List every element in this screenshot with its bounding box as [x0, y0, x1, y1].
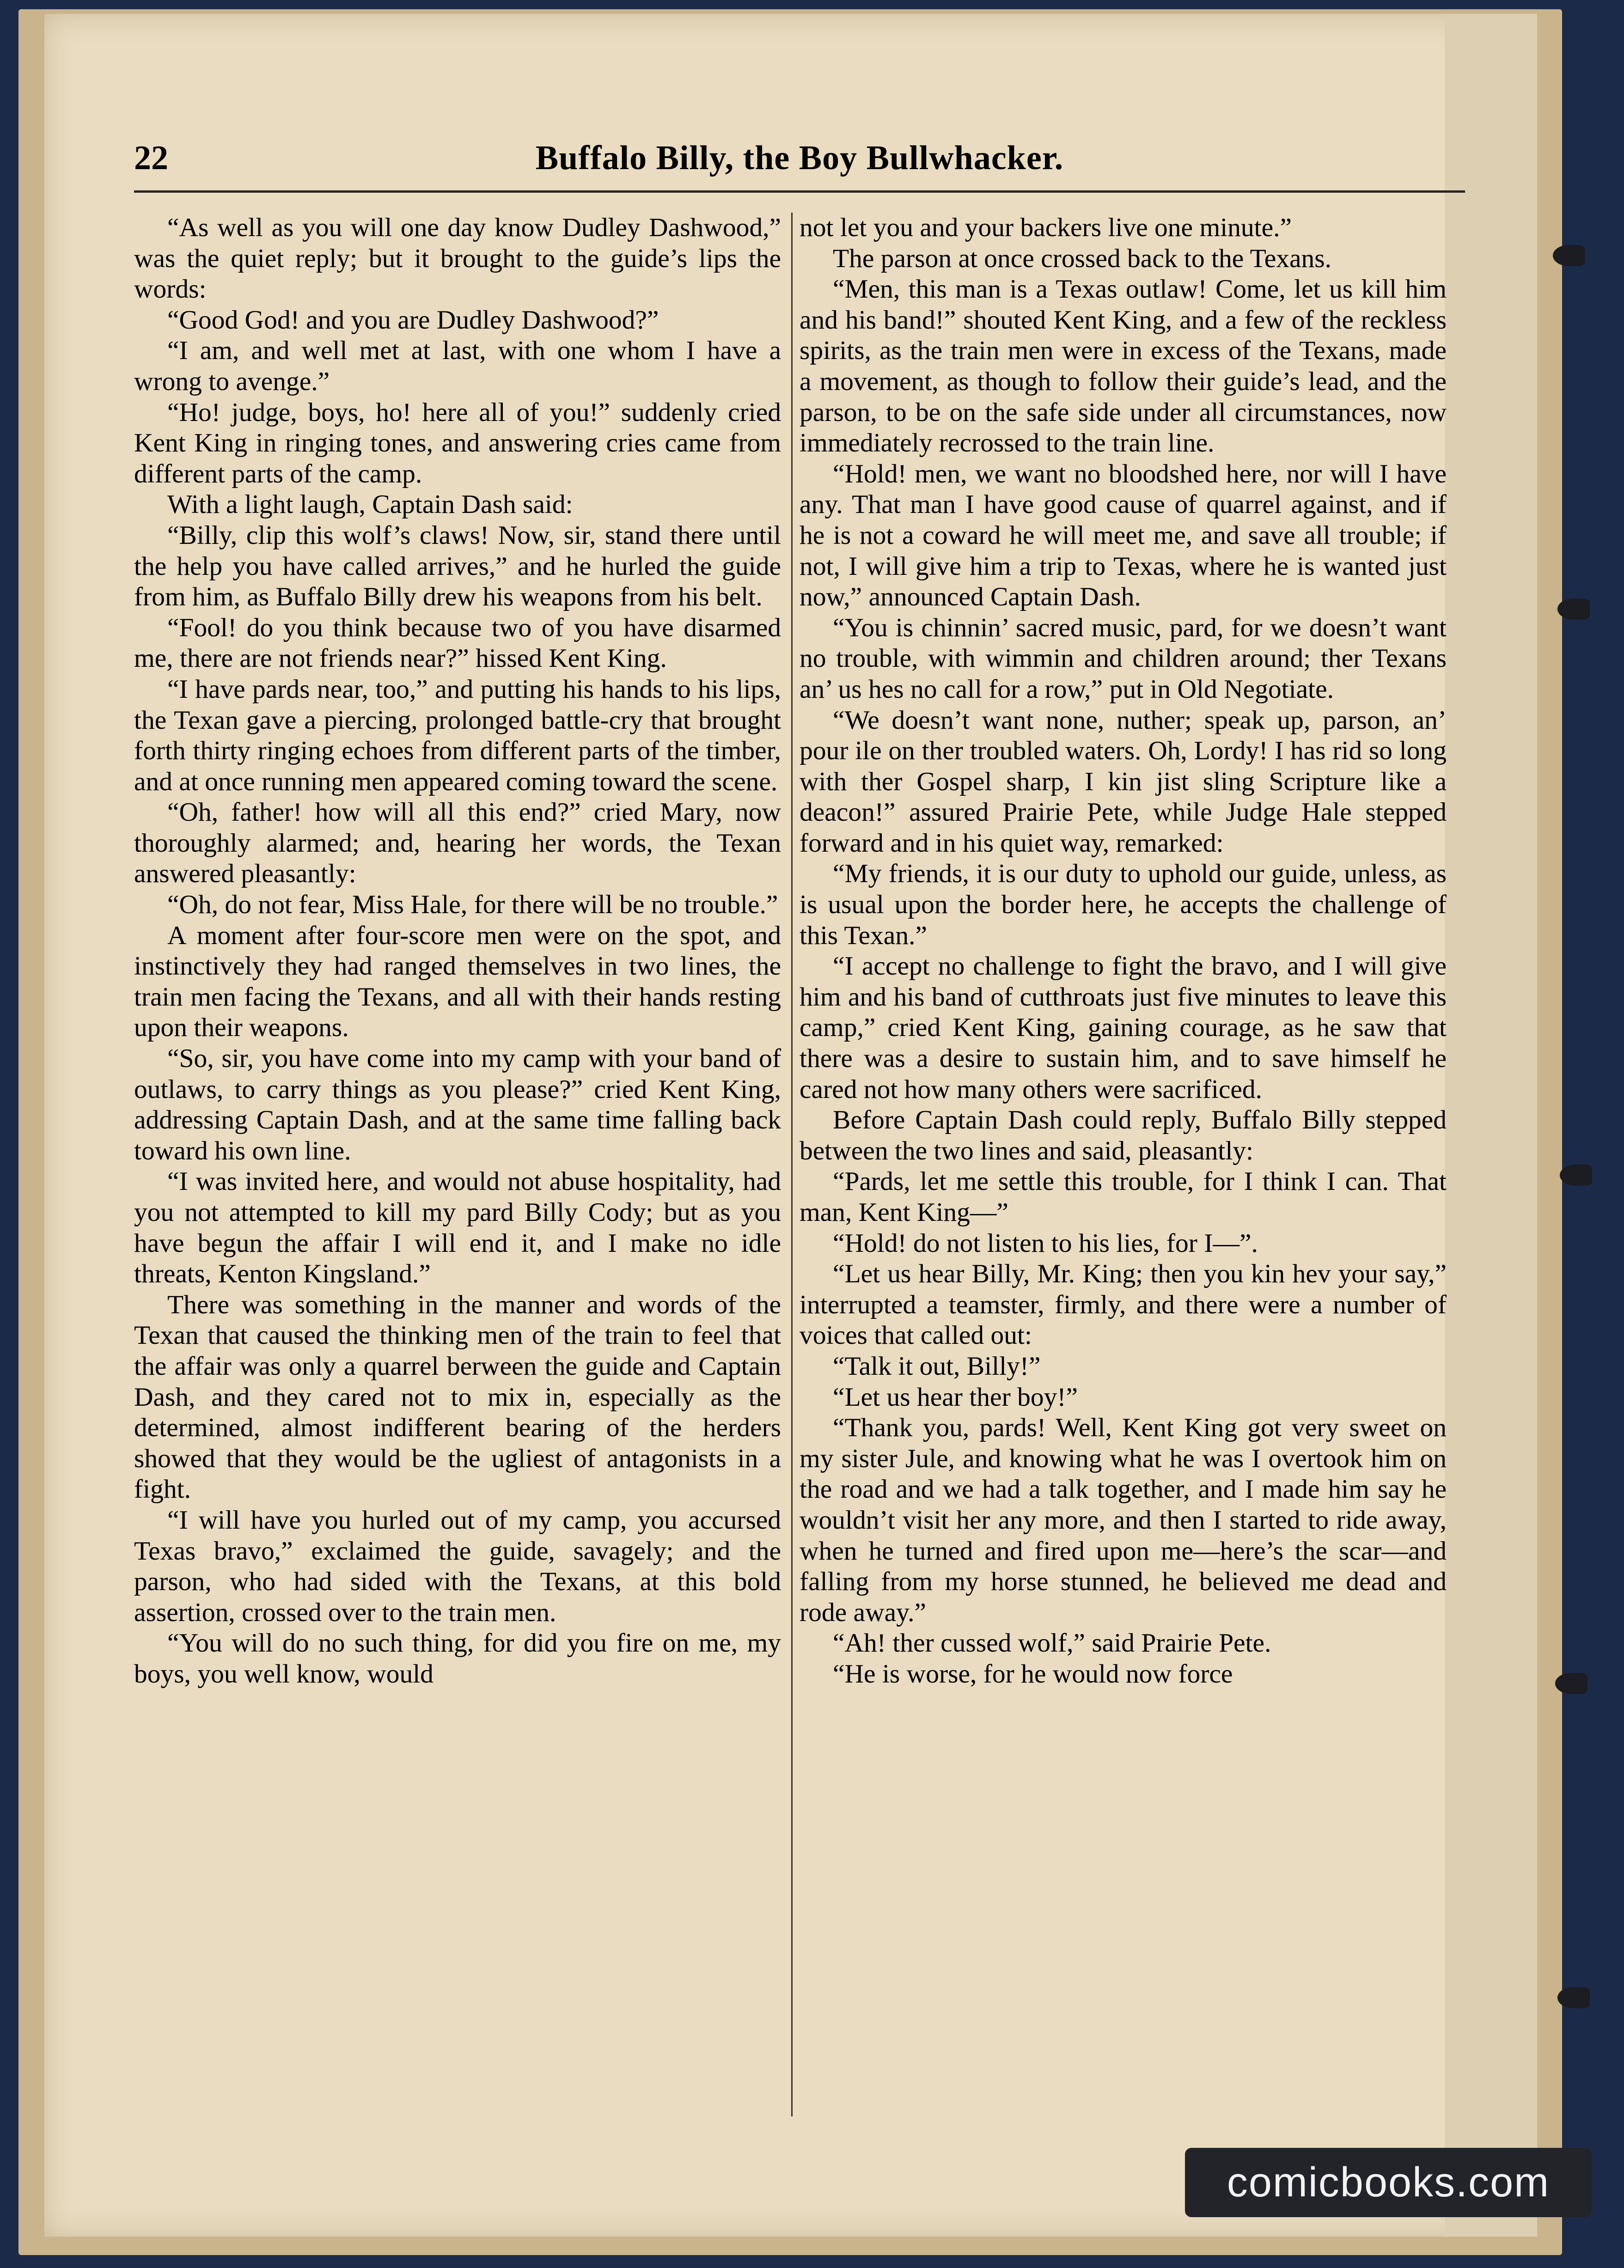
- binding-hole: [1557, 1987, 1590, 2008]
- paragraph: “My friends, it is our duty to uphold our guide, unless, as is usual upon the border here, he accepts the challenge of this Texan.”: [800, 859, 1447, 950]
- paragraph: “As well as you will one day know Dudley Dashwood,” was the quiet reply; but it brought to the guide’s lips the words:: [134, 213, 781, 304]
- paragraph: “Fool! do you think because two of you have disarmed me, there are not friends near?” hissed Kent King.: [134, 613, 781, 673]
- paragraph: “Ah! ther cussed wolf,” said Prairie Pete.: [833, 1628, 1271, 1658]
- paragraph: “He is worse, for he would now force: [833, 1659, 1233, 1689]
- paragraph: There was something in the manner and words of the Texan that caused the thinking men of the train to feel that the affair was only a quarrel berween the guide and Captain Dash, and they cared not to mix in, especially as the determined, almost indifferent bearing of the herders showed that they would be the ugliest of antagonists in a fight.: [134, 1290, 781, 1504]
- paragraph: The parson at once crossed back to the Texans.: [833, 244, 1332, 273]
- paragraph: “Pards, let me settle this trouble, for I think I can. That man, Kent King—”: [800, 1167, 1447, 1227]
- paragraph: “I will have you hurled out of my camp, you accursed Texas bravo,” exclaimed the guide, savagely; and the parson, who had sided with the Texans, at this bold assertion, crossed over to the train men.: [134, 1505, 781, 1627]
- paragraph: “Hold! do not listen to his lies, for I—”.: [833, 1228, 1258, 1258]
- paragraph: “I have pards near, too,” and putting his hands to his lips, the Texan gave a piercing, prolonged battle-cry that brought forth thirty ringing echoes from different parts of the timber, and at once running men appeared coming toward the scene.: [134, 674, 781, 796]
- page-gutter: [1445, 14, 1537, 2237]
- paragraph: “So, sir, you have come into my camp with your band of outlaws, to carry things as you please?” cried Kent King, addressing Captain Dash, and at the same time falling back toward his own line.: [134, 1044, 781, 1165]
- binding-hole: [1553, 245, 1585, 266]
- paragraph: “Oh, father! how will all this end?” cried Mary, now thoroughly alarmed; and, hearing her words, the Texan answered pleasantly:: [134, 798, 781, 889]
- paragraph: “I was invited here, and would not abuse hospitality, had you not attempted to kill my pard Billy Cody; but as you have begun the affair I will end it, and I make no idle threats, Kenton Kingsland.”: [134, 1167, 781, 1289]
- paragraph: Before Captain Dash could reply, Buffalo Billy stepped between the two lines and said, pleasantly:: [800, 1105, 1447, 1165]
- binding-hole: [1557, 598, 1590, 620]
- paragraph: “You is chinnin’ sacred music, pard, for we doesn’t want no trouble, with wimmin and children around; ther Texans an’ us hes no call for a row,” put in Old Negotiate.: [800, 613, 1447, 704]
- paragraph: “Let us hear Billy, Mr. King; then you kin hev your say,” interrupted a teamster, firmly, and there were a number of voices that called out:: [800, 1259, 1447, 1350]
- header-rule: [134, 190, 1465, 193]
- binding-hole: [1555, 1673, 1587, 1694]
- paragraph: “We doesn’t want none, nuther; speak up, parson, an’ pour ile on ther troubled waters. Oh, Lordy! I has rid so long with ther Gospel sharp, I kin jist sling Scripture like a deacon!” assured Prairie Pete, while Judge Hale stepped forward and in his quiet way, remarked:: [800, 705, 1447, 858]
- page-header: [134, 139, 1465, 189]
- paragraph: “Oh, do not fear, Miss Hale, for there will be no trouble.”: [167, 890, 778, 920]
- paragraph: “Men, this man is a Texas outlaw! Come, let us kill him and his band!” shouted Kent King, and a few of the reckless spirits, as the train men were in excess of the Texans, made a movement, as though to follow their guide’s lead, and the parson, to be on the safe side under all circumstances, now immediately recrossed to the train line.: [800, 274, 1447, 458]
- paragraph: “Ho! judge, boys, ho! here all of you!” suddenly cried Kent King in ringing tones, and answering cries came from different parts of the camp.: [134, 397, 781, 488]
- paragraph: “I accept no challenge to fight the bravo, and I will give him and his band of cutthroats just five minutes to leave this camp,” cried Kent King, gaining courage, as he saw that there was a desire to sustain him, and to save himself he cared not how many others were sacrificed.: [800, 951, 1447, 1104]
- text-column-right: [800, 213, 1447, 2135]
- running-title: Buffalo Billy, the Boy Bullwhacker.: [535, 139, 1064, 177]
- watermark-text: comicbooks.com: [1227, 2159, 1550, 2206]
- paragraph-continuation: not let you and your backers live one minute.”: [800, 213, 1292, 242]
- paragraph: “Billy, clip this wolf’s claws! Now, sir, stand there until the help you have called arrives,” and he hurled the guide from him, as Buffalo Billy drew his weapons from his belt.: [134, 520, 781, 612]
- watermark-badge: [1185, 2148, 1592, 2217]
- paragraph: “I am, and well met at last, with one whom I have a wrong to avenge.”: [134, 336, 781, 396]
- paragraph: “Let us hear ther boy!”: [833, 1382, 1078, 1412]
- paragraph: “Talk it out, Billy!”: [833, 1351, 1041, 1381]
- paragraph: “Hold! men, we want no bloodshed here, nor will I have any. That man I have good cause of quarrel against, and if he is not a coward he will meet me, and save all trouble; if not, I will give him a trip to Texas, where he is wanted just now,” announced Captain Dash.: [800, 459, 1447, 612]
- paragraph: A moment after four-score men were on the spot, and instinctively they had ranged themselves in two lines, the train men facing the Texans, and all with their hands resting upon their weapons.: [134, 921, 781, 1043]
- text-column-left: [134, 213, 781, 2135]
- column-divider: [791, 213, 793, 2116]
- paragraph: With a light laugh, Captain Dash said:: [167, 490, 573, 519]
- page-number: 22: [134, 139, 168, 177]
- paragraph: “Thank you, pards! Well, Kent King got very sweet on my sister Jule, and knowing what he was I overtook him on the road and we had a talk together, and I made him say he wouldn’t visit her any more, and then I started to ride away, when he turned and fired upon me—here’s the scar—and falling from my horse stunned, he believed me dead and rode away.”: [800, 1413, 1447, 1627]
- binding-hole: [1560, 1164, 1592, 1186]
- paragraph: “You will do no such thing, for did you fire on me, my boys, you well know, would: [134, 1628, 781, 1689]
- paragraph: “Good God! and you are Dudley Dashwood?”: [167, 305, 659, 335]
